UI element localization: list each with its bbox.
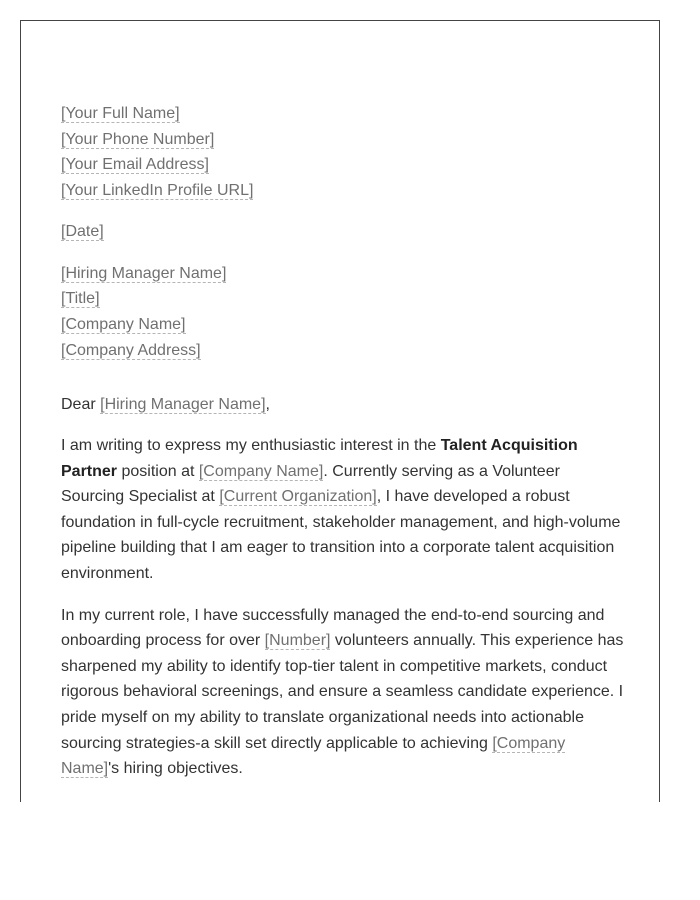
role-title: Talent Acquisition Partner: [61, 437, 578, 480]
body-paragraph-1: [61, 433, 626, 587]
letter-content: [61, 101, 626, 798]
sender-phone-placeholder[interactable]: [Your Phone Number]: [61, 130, 215, 148]
paragraph-1-text-4: , I have developed a robust foundation in full-cycle recruitment, stakeholder management, and high-volume pipeline building that I am eager to transition into a corporate talent acquisition environment.: [61, 488, 621, 582]
paragraph-2-number-placeholder[interactable]: [Number]: [264, 632, 331, 650]
sender-block: [61, 101, 626, 204]
recipient-company-placeholder[interactable]: [Company Name]: [61, 315, 186, 333]
paragraph-1-text-3: . Currently serving as a Volunteer Sourcing Specialist at: [61, 462, 560, 506]
paragraph-1-company-placeholder[interactable]: [Company Name]: [198, 462, 324, 480]
recipient-manager-placeholder[interactable]: [Hiring Manager Name]: [61, 264, 227, 282]
paragraph-2-text-2: volunteers annually. This experience has sharpened my ability to identify top-tier talent in competitive markets, conduct rigorous behavioral screenings, and ensure a seamless candidate experience. I pride myself on my ability to translate organizational needs into actionable sourcing strategies-a skill set directly applicable to achieving: [61, 632, 624, 752]
date-placeholder[interactable]: [Date]: [61, 222, 104, 240]
sender-email-placeholder[interactable]: [Your Email Address]: [61, 156, 209, 174]
salutation-name-placeholder[interactable]: [Hiring Manager Name]: [100, 396, 266, 414]
sender-name-placeholder[interactable]: [Your Full Name]: [61, 105, 180, 122]
date-block: [61, 219, 626, 245]
paragraph-2-text-1: In my current role, I have successfully managed the end-to-end sourcing and onboarding process for over: [61, 606, 605, 650]
paragraph-2-text-3: 's hiring objectives.: [108, 760, 243, 778]
sender-linkedin-placeholder[interactable]: [Your LinkedIn Profile URL]: [61, 182, 254, 200]
body-paragraph-2: [61, 603, 626, 782]
paragraph-1-text-2: position at: [117, 462, 199, 480]
letter-page: [20, 20, 660, 802]
paragraph-1-text-1: I am writing to express my enthusiastic interest in the: [61, 437, 441, 455]
salutation-suffix: ,: [265, 396, 270, 414]
recipient-address-placeholder[interactable]: [Company Address]: [61, 341, 201, 359]
salutation-prefix: Dear: [61, 396, 101, 414]
recipient-block: [61, 261, 626, 364]
paragraph-2-company-placeholder[interactable]: [Company Name]: [61, 734, 566, 778]
recipient-title-placeholder[interactable]: [Title]: [61, 290, 100, 308]
salutation: [61, 392, 626, 418]
paragraph-1-organization-placeholder[interactable]: [Current Organization]: [219, 488, 377, 506]
